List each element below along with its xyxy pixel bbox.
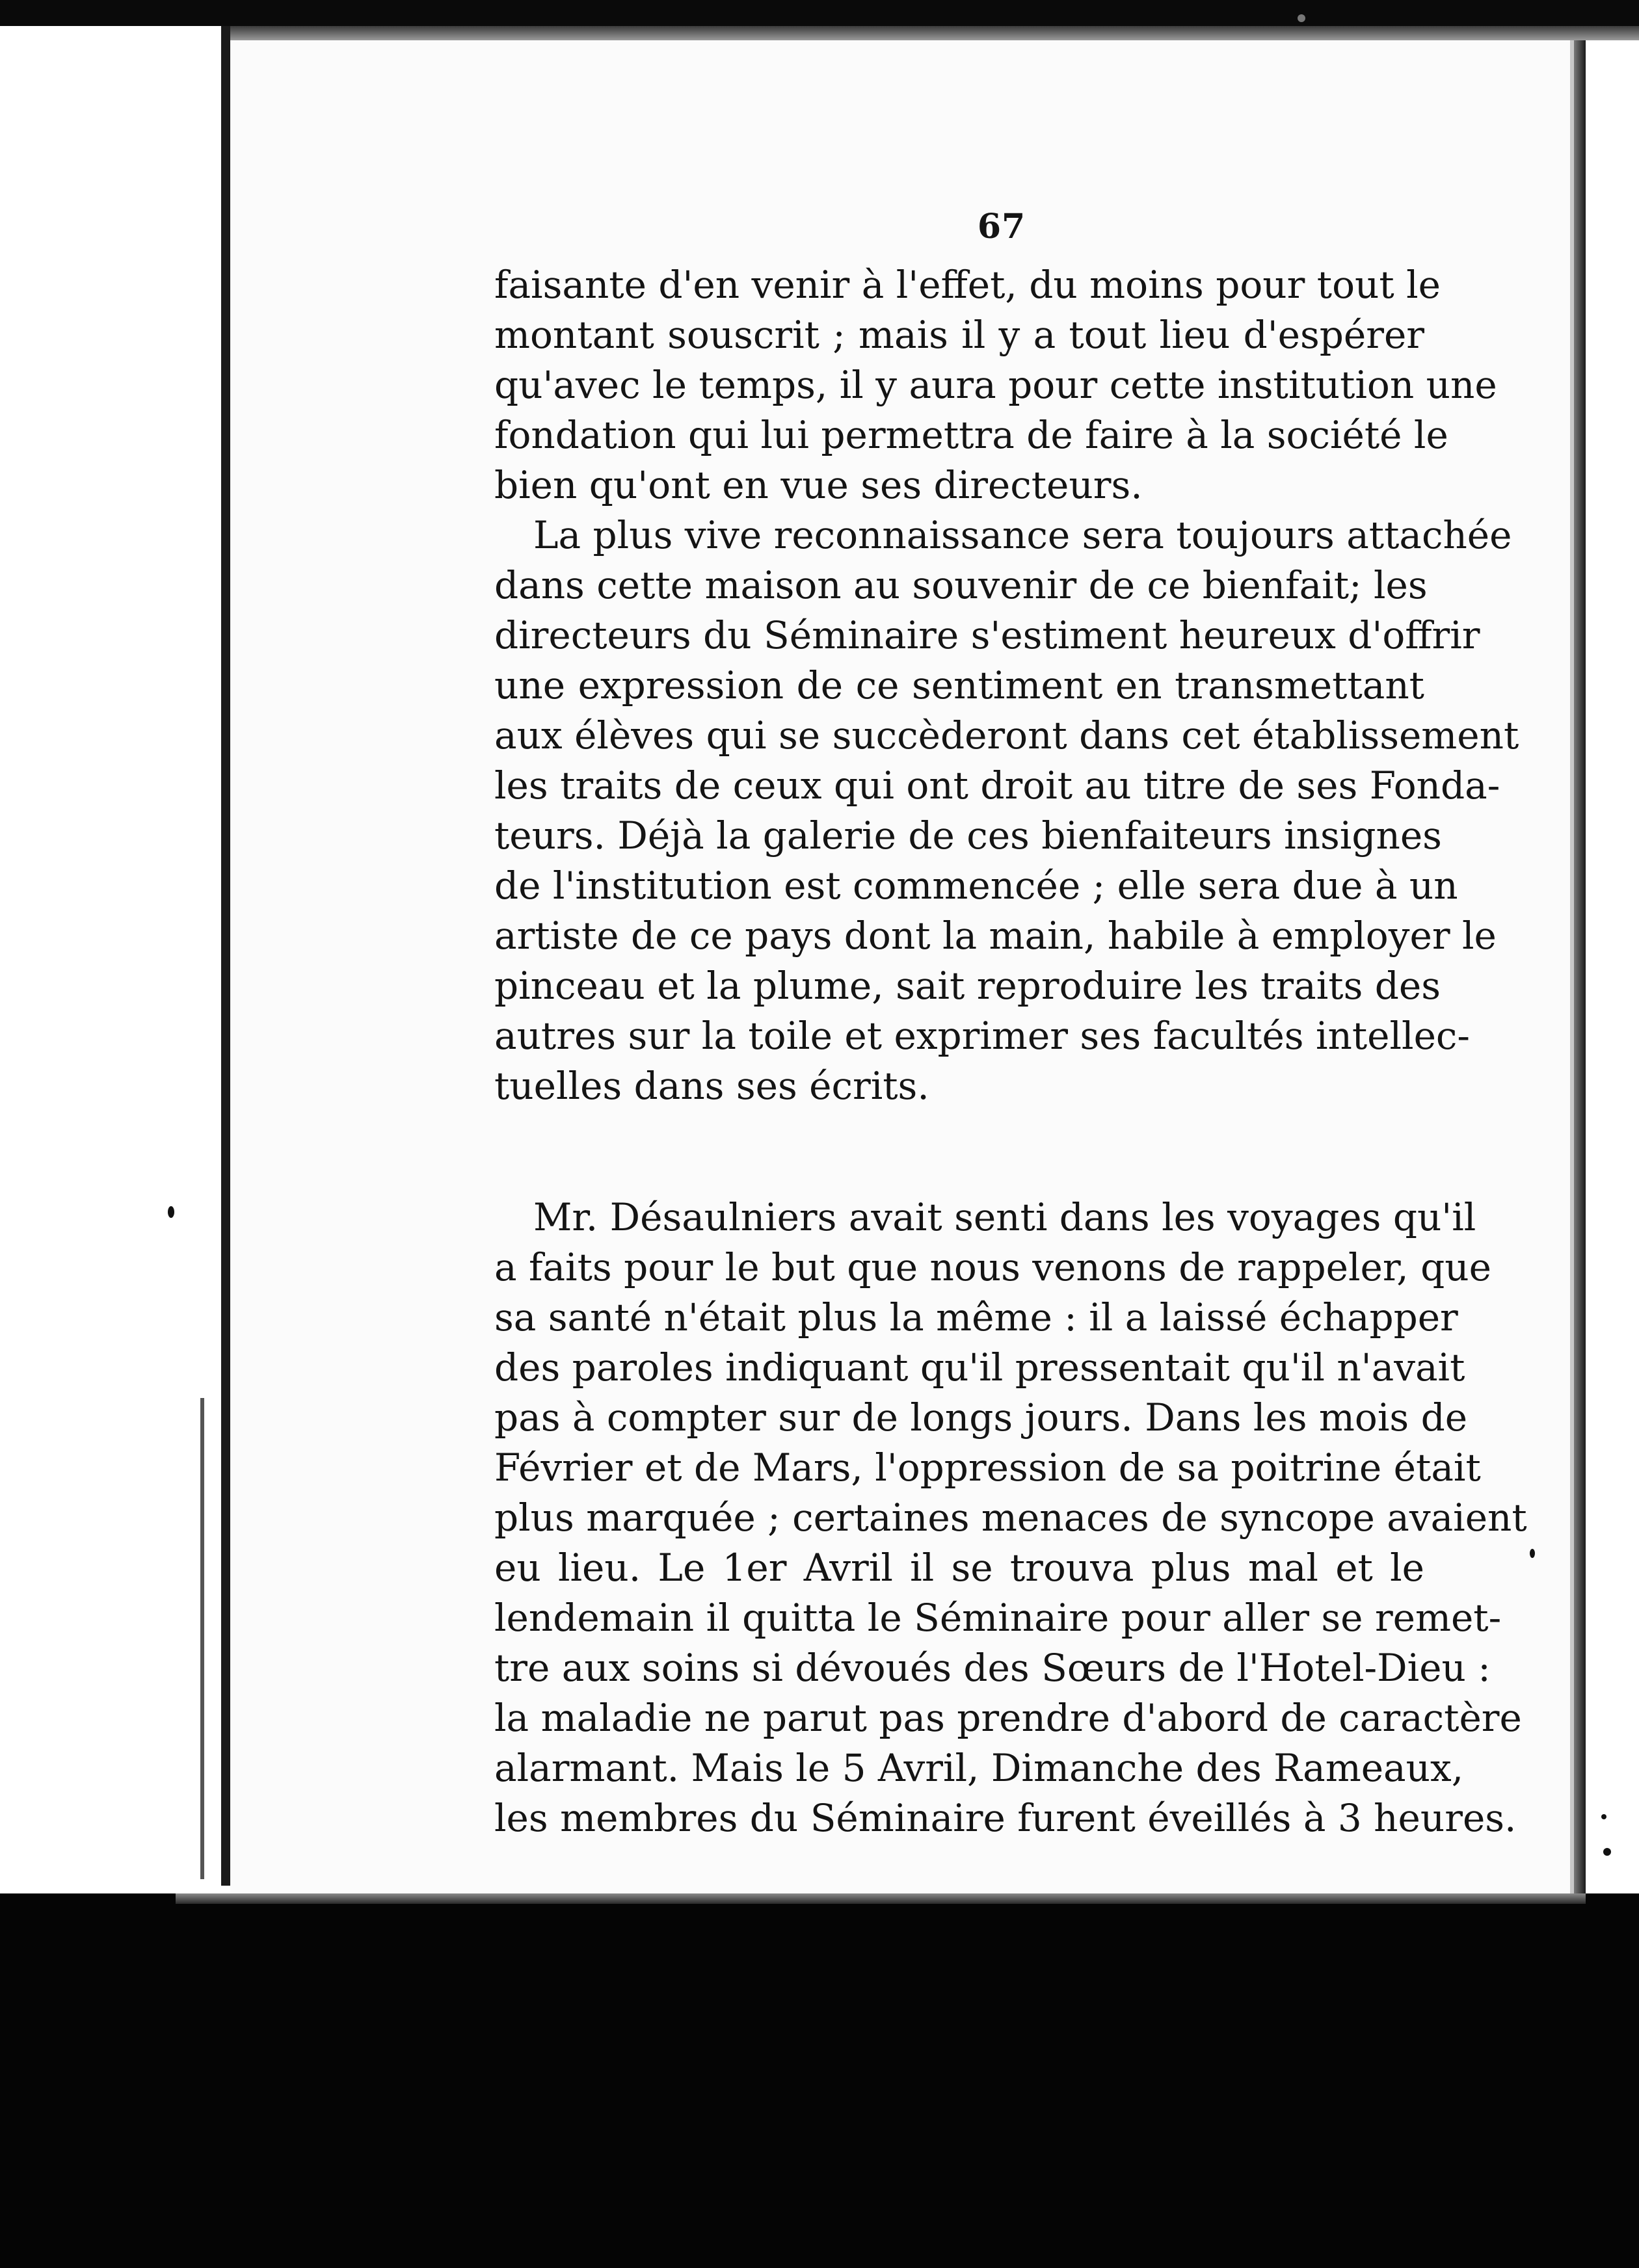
text-line: faisante d'en venir à l'effet, du moins pour tout le xyxy=(494,263,1441,307)
paragraph xyxy=(494,260,1497,510)
text-line: Mr. Désaulniers avait senti dans les voyages qu'il xyxy=(533,1195,1476,1239)
text-line: dans cette maison au souvenir de ce bienfait; les xyxy=(494,563,1428,607)
text-line: autres sur la toile et exprimer ses facultés intellec- xyxy=(494,1014,1471,1058)
book-spine xyxy=(221,26,230,1886)
page-top-edge xyxy=(221,26,1639,40)
dust-speck xyxy=(1603,1848,1611,1856)
text-line: qu'avec le temps, il y aura pour cette institution une xyxy=(494,363,1497,407)
paragraph xyxy=(494,1193,1527,1843)
text-line: alarmant. Mais le 5 Avril, Dimanche des Rameaux, xyxy=(494,1746,1464,1790)
text-line: eu lieu. Le 1er Avril il se trouva plus mal et le xyxy=(494,1546,1424,1590)
text-line: pas à compter sur de longs jours. Dans les mois de xyxy=(494,1395,1468,1440)
text-line: Février et de Mars, l'oppression de sa poitrine était xyxy=(494,1445,1481,1490)
page-right-edge xyxy=(1574,40,1586,1939)
page-number: 67 xyxy=(977,207,1026,246)
scan-bottom-border xyxy=(0,1893,1639,2268)
text-line: pinceau et la plume, sait reproduire les traits des xyxy=(494,964,1441,1008)
text-line: une expression de ce sentiment en transmettant xyxy=(494,663,1424,707)
text-line: artiste de ce pays dont la main, habile à employer le xyxy=(494,914,1497,958)
dust-speck xyxy=(168,1206,174,1218)
dust-speck xyxy=(1601,1814,1606,1819)
text-line: les membres du Séminaire furent éveillés à 3 heures. xyxy=(494,1796,1517,1840)
text-line: montant souscrit ; mais il y a tout lieu d'espérer xyxy=(494,313,1424,357)
page-bottom-edge xyxy=(176,1893,1586,1904)
text-line: La plus vive reconnaissance sera toujours attachée xyxy=(533,513,1512,557)
text-line: directeurs du Séminaire s'estiment heureux d'offrir xyxy=(494,613,1480,657)
text-line: aux élèves qui se succèderont dans cet établissement xyxy=(494,713,1519,758)
paragraph-gap xyxy=(494,1111,1424,1193)
dust-speck xyxy=(1298,14,1305,22)
text-line: teurs. Déjà la galerie de ces bienfaiteurs insignes xyxy=(494,813,1442,858)
body-text xyxy=(494,260,1527,1843)
text-line: de l'institution est commencée ; elle sera due à un xyxy=(494,864,1458,908)
dust-speck xyxy=(1530,1549,1535,1558)
text-line: fondation qui lui permettra de faire à la société le xyxy=(494,413,1448,457)
paragraph xyxy=(494,510,1519,1111)
text-line: la maladie ne parut pas prendre d'abord de caractère xyxy=(494,1696,1522,1740)
text-line: tuelles dans ses écrits. xyxy=(494,1064,929,1108)
text-line: plus marquée ; certaines menaces de syncope avaient xyxy=(494,1496,1527,1540)
text-line: tre aux soins si dévoués des Sœurs de l'Hotel-Dieu : xyxy=(494,1646,1491,1690)
left-page-shadow xyxy=(200,1398,204,1879)
scan-top-border xyxy=(0,0,1639,26)
text-line: sa santé n'était plus la même : il a laissé échapper xyxy=(494,1295,1458,1339)
text-line: des paroles indiquant qu'il pressentait qu'il n'avait xyxy=(494,1345,1465,1390)
text-line: les traits de ceux qui ont droit au titre de ses Fonda- xyxy=(494,763,1500,808)
text-line: lendemain il quitta le Séminaire pour aller se remet- xyxy=(494,1596,1502,1640)
text-line: bien qu'ont en vue ses directeurs. xyxy=(494,463,1143,507)
text-line: a faits pour le but que nous venons de rappeler, que xyxy=(494,1245,1491,1289)
